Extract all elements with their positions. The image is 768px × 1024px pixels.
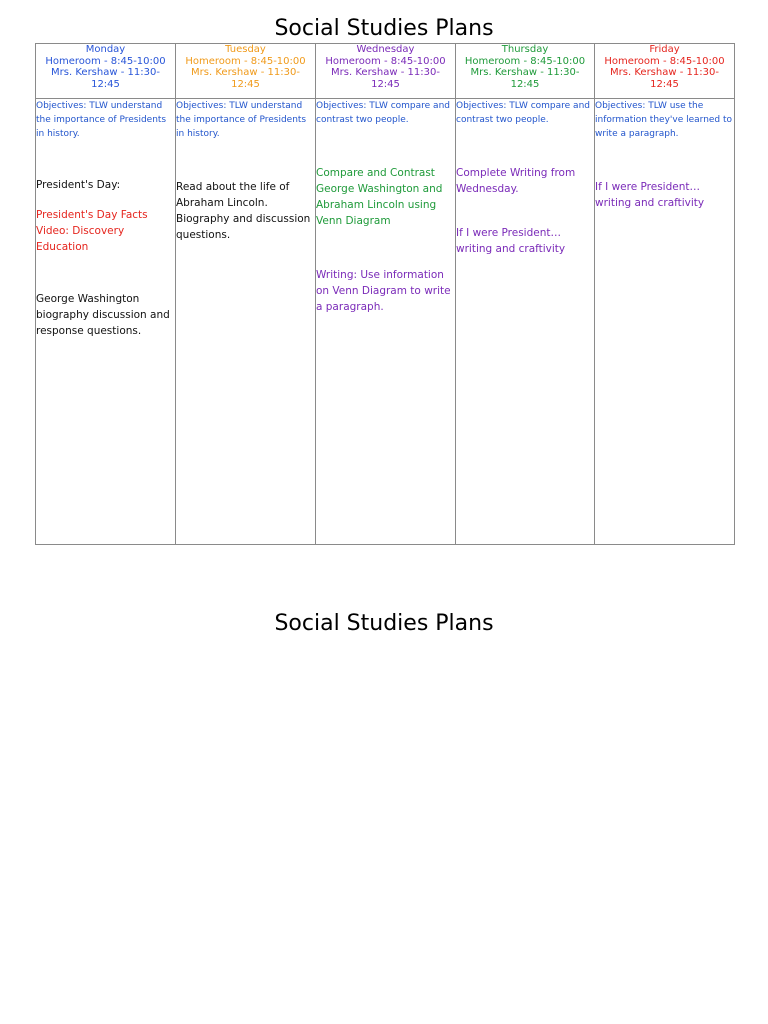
homeroom-time: Homeroom - 8:45-10:00	[325, 55, 446, 67]
day-name: Wednesday	[356, 44, 415, 55]
plan-cell-monday	[36, 99, 176, 545]
teacher-time: Mrs. Kershaw - 11:30-	[51, 67, 160, 78]
plan-entry: President's Day Facts Video: Discovery Education	[36, 209, 148, 253]
plan-cell-friday	[595, 99, 735, 545]
day-header-tuesday	[176, 44, 316, 99]
lesson-plan-table	[35, 43, 735, 545]
teacher-time-end: 12:45	[91, 78, 120, 90]
teacher-time: Mrs. Kershaw - 11:30-	[470, 67, 580, 78]
teacher-time-end: 12:45	[371, 78, 400, 90]
page-title: Social Studies Plans	[274, 16, 494, 41]
header-row	[36, 44, 735, 99]
homeroom-time: Homeroom - 8:45-10:00	[604, 55, 725, 67]
teacher-time: Mrs. Kershaw - 11:30-	[331, 67, 440, 78]
plan-row	[36, 99, 735, 545]
homeroom-time: Homeroom - 8:45-10:00	[185, 55, 306, 67]
plan-entry: President's Day:	[36, 179, 121, 191]
plan-entry: George Washington biography discussion and response questions.	[36, 293, 170, 337]
plan-entry: If I were President… writing and craftivity	[456, 227, 566, 255]
homeroom-time: Homeroom - 8:45-10:00	[464, 55, 586, 67]
homeroom-time: Homeroom - 8:45-10:00	[45, 55, 166, 67]
day-header-thursday	[456, 44, 595, 99]
day-name: Monday	[85, 44, 126, 55]
page-title-second: Social Studies Plans	[274, 611, 494, 636]
day-name: Tuesday	[225, 44, 266, 55]
plan-cell-wednesday	[316, 99, 456, 545]
day-header-wednesday	[316, 44, 456, 99]
plan-entry: Read about the life of Abraham Lincoln. Biography and discussion questions.	[176, 181, 311, 241]
objective-text: Objectives: TLW compare and contrast two people.	[316, 101, 450, 125]
teacher-time-end: 12:45	[231, 78, 260, 90]
objective-text: Objectives: TLW understand the importance of Presidents in history.	[176, 101, 307, 139]
objective-text: Objectives: TLW use the information they've learned to write a paragraph.	[595, 101, 733, 139]
teacher-time-end: 12:45	[650, 78, 679, 90]
plan-entry: Compare and Contrast George Washington and Abraham Lincoln using Venn Diagram	[316, 167, 443, 227]
teacher-time: Mrs. Kershaw - 11:30-	[191, 67, 300, 78]
plan-entry: If I were President… writing and craftivity	[595, 181, 705, 209]
day-header-monday	[36, 44, 176, 99]
plan-entry: Writing: Use information on Venn Diagram to write a paragraph.	[316, 269, 451, 313]
objective-text: Objectives: TLW understand the importance of Presidents in history.	[36, 101, 167, 139]
day-name: Thursday	[501, 44, 549, 55]
teacher-time-end: 12:45	[510, 78, 540, 90]
objective-text: Objectives: TLW compare and contrast two people.	[456, 101, 590, 125]
plan-cell-thursday	[456, 99, 595, 545]
day-header-friday	[595, 44, 735, 99]
plan-entry: Complete Writing from Wednesday.	[456, 167, 576, 195]
plan-cell-tuesday	[176, 99, 316, 545]
day-name: Friday	[649, 44, 680, 55]
teacher-time: Mrs. Kershaw - 11:30-	[610, 67, 719, 78]
